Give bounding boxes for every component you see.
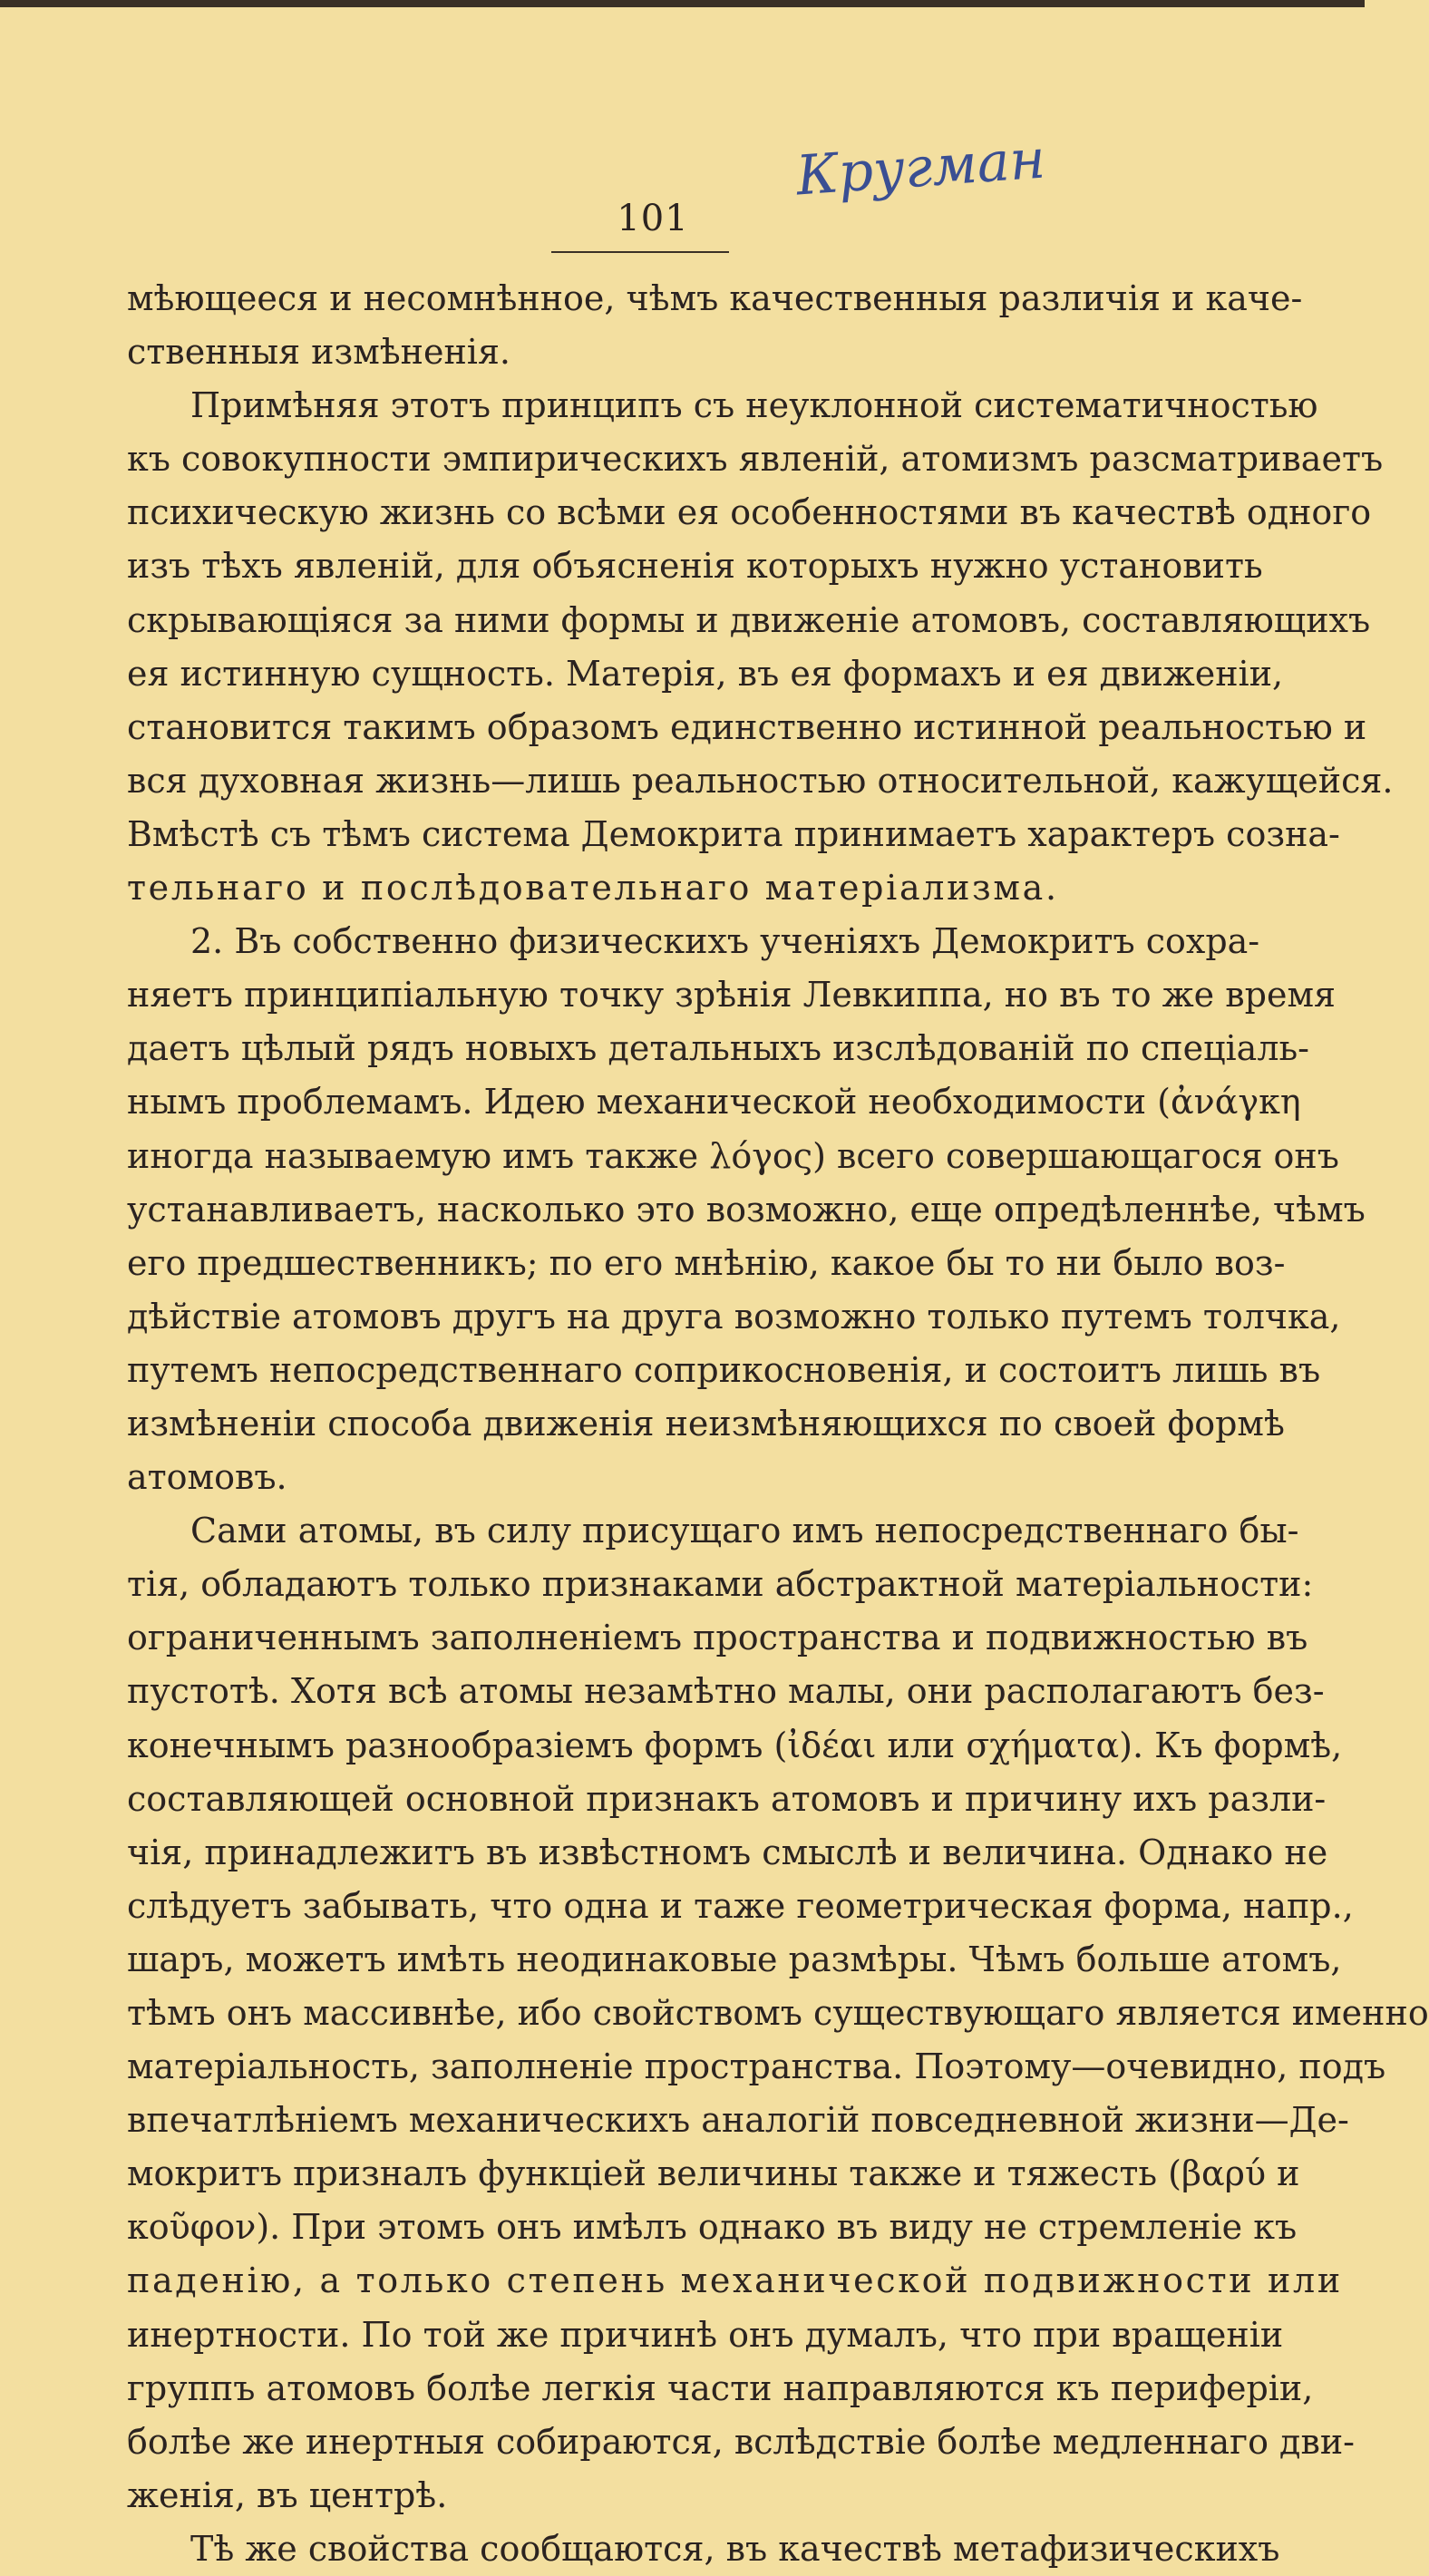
text-line: скрывающіяся за ними формы и движеніе атомовъ, составляющихъ (127, 599, 1371, 640)
text-line: группъ атомовъ болѣе легкія части направляются къ периферіи, (127, 2367, 1314, 2408)
text-line: мѣющееся и несомнѣнное, чѣмъ качественныя различія и каче- (127, 278, 1303, 318)
text-line: няетъ принципіальную точку зрѣнія Левкиппа, но въ то же время (127, 975, 1336, 1016)
body-text (127, 272, 1429, 2576)
text-line: мокритъ призналъ функціей величины также и тяжесть (βαρύ и (127, 2153, 1300, 2194)
text-line: нымъ проблемамъ. Идею механической необходимости (ἀνάγκη (127, 1082, 1301, 1123)
text-line: слѣдуетъ забывать, что одна и таже геометрическая форма, напр., (127, 1885, 1354, 1926)
text-line: Вмѣстѣ съ тѣмъ система Демокрита принимаетъ характеръ созна- (127, 813, 1340, 854)
text-line: вся духовная жизнь—лишь реальностью относительной, кажущейся. (127, 760, 1394, 801)
text-line: дѣйствіе атомовъ другъ на друга возможно только путемъ толчка, (127, 1296, 1341, 1337)
text-line: пустотѣ. Хотя всѣ атомы незамѣтно малы, они располагаютъ без- (127, 1671, 1325, 1712)
top-edge-band (0, 0, 1365, 7)
text-line: инертности. По той же причинѣ онъ думалъ, что при вращеніи (127, 2314, 1284, 2355)
text-line: даетъ цѣлый рядъ новыхъ детальныхъ изслѣдованій по спеціаль- (127, 1028, 1309, 1069)
text-line: κοῦφον). При этомъ онъ имѣлъ однако въ виду не стремленіе къ (127, 2207, 1298, 2248)
paragraph-start-line: Примѣняя этотъ принципъ съ неуклонной систематичностью (190, 385, 1318, 426)
text-line: женія, въ центрѣ. (127, 2474, 448, 2515)
text-line: психическую жизнь со всѣми ея особенностями въ качествѣ одного (127, 492, 1372, 533)
text-line: болѣе же инертныя собираются, вслѣдствіе болѣе медленнаго дви- (127, 2421, 1356, 2462)
handwritten-signature: Кругман (793, 127, 1048, 209)
text-line: матеріальность, заполненіе пространства. Поэтому—очевидно, подъ (127, 2046, 1386, 2087)
text-line: устанавливаетъ, насколько это возможно, еще опредѣленнѣе, чѣмъ (127, 1189, 1366, 1230)
page-number: 101 (617, 198, 689, 239)
text-line: ея истинную сущность. Матерія, въ ея формахъ и ея движеніи, (127, 653, 1284, 694)
text-line: тія, обладаютъ только признаками абстрактной матеріальности: (127, 1564, 1314, 1605)
text-line: путемъ непосредственнаго соприкосновенія, и состоитъ лишь въ (127, 1349, 1321, 1390)
paragraph-start-line: Сами атомы, въ силу присущаго имъ непосредственнаго бы- (190, 1511, 1299, 1551)
text-line: шаръ, можетъ имѣть неодинаковые размѣры. Чѣмъ больше атомъ, (127, 1939, 1342, 1979)
text-line: ственныя измѣненія. (127, 332, 511, 373)
text-line: изъ тѣхъ явленій, для объясненія которыхъ нужно установить (127, 546, 1263, 587)
text-line: иногда называемую имъ также λόγος) всего совершающагося онъ (127, 1135, 1339, 1176)
text-line: чія, принадлежитъ въ извѣстномъ смыслѣ и величина. Однако не (127, 1832, 1328, 1872)
text-line: впечатлѣніемъ механическихъ аналогій повседневной жизни—Де- (127, 2100, 1349, 2141)
text-line: становится такимъ образомъ единственно истинной реальностью и (127, 706, 1367, 747)
text-line: паденію, а только степень механической подвижности или (127, 2260, 1343, 2301)
text-line: тѣмъ онъ массивнѣе, ибо свойствомъ существующаго является именно (127, 1993, 1429, 2033)
page-number-rule (551, 251, 729, 253)
paragraph-start-line: Тѣ же свойства сообщаются, въ качествѣ метафизическихъ (190, 2528, 1280, 2569)
text-line: атомовъ. (127, 1457, 287, 1498)
paragraph-start-line: 2. Въ собственно физическихъ ученіяхъ Демокритъ сохра- (190, 921, 1260, 962)
text-line: тельнаго и послѣдовательнаго матеріализма. (127, 868, 1059, 909)
text-line: къ совокупности эмпирическихъ явленій, атомизмъ разсматриваетъ (127, 439, 1384, 480)
text-line: составляющей основной признакъ атомовъ и причину ихъ разли- (127, 1778, 1327, 1819)
text-line: ограниченнымъ заполненіемъ пространства и подвижностью въ (127, 1618, 1308, 1658)
text-line: его предшественникъ; по его мнѣнію, какое бы то ни было воз- (127, 1242, 1286, 1283)
text-line: конечнымъ разнообразіемъ формъ (ἰδέαι или σχήματα). Къ формѣ, (127, 1725, 1343, 1765)
text-line: измѣненіи способа движенія неизмѣняющихся по своей формѣ (127, 1403, 1285, 1444)
